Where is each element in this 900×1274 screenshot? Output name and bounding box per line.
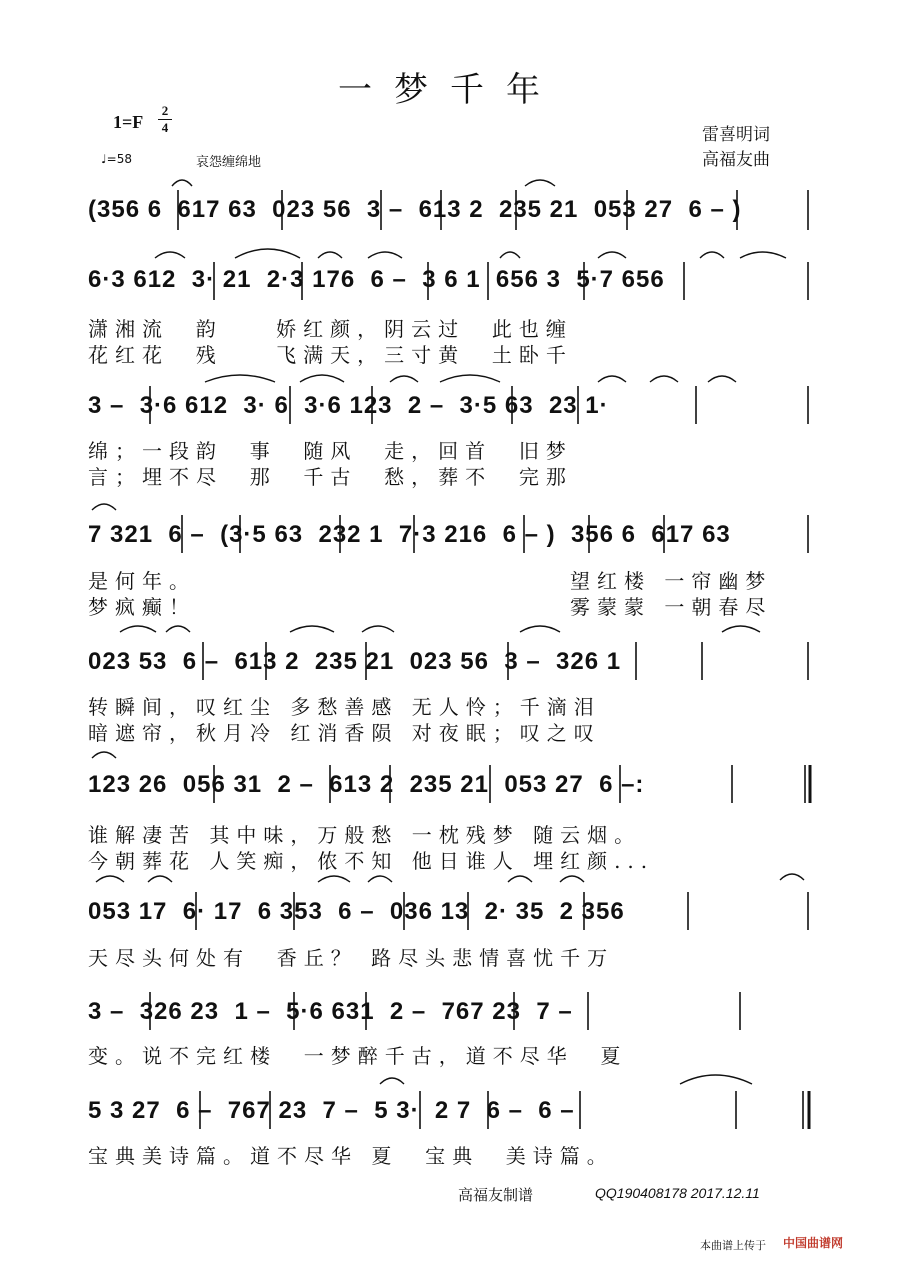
time-signature [158, 104, 172, 135]
lyric-line-5-verse-2: 暗遮帘，秋月冷 红消香陨 对夜眠；叹之叹 [88, 721, 601, 745]
lyric-line-6-verse-2: 今朝葬花 人笑痴，侬不知 他日谁人 埋红颜... [88, 849, 655, 873]
notation-line-4: 7 321 6 – (3·5 63 232 1 7·3 216 6 – ) 356 6 617 63 [88, 521, 731, 548]
notation-line-5: 023 53 6 – 613 2 235 21 023 56 3 – 326 1 [88, 648, 622, 675]
notation-line-1: (356 6 617 63 023 56 3 – 613 2 235 21 053 27 6 – ) [88, 196, 742, 223]
notation-line-3: 3 – 3·6 612 3· 6 3·6 123 2 – 3·5 63 23 1· [88, 392, 609, 419]
page-title: 一梦千年 [338, 70, 562, 110]
expression-marking: 哀怨缠绵地 [196, 155, 262, 170]
lyric-line-7: 天尽头何处有 香丘？ 路尽头悲情喜忧千万 [88, 946, 615, 970]
notation-line-8: 3 – 326 23 1 – 5·6 631 2 – 767 23 7 – [88, 998, 573, 1025]
lyric-line-4-verse-2: 梦疯癫！ 雾蒙蒙 一朝春尽 [88, 595, 773, 619]
lyric-line-2-verse-1: 潇湘流 韵 娇红颜，阴云过 此也缠 [88, 317, 573, 341]
site-logo[interactable]: 中国曲谱网 [783, 1236, 844, 1250]
notation-line-6: 123 26 056 31 2 – 613 2 235 21 053 27 6 –: [88, 771, 645, 798]
credits [702, 123, 770, 173]
tempo-marking: ♩=58 [101, 152, 132, 166]
lyric-line-6-verse-1: 谁解凄苦 其中味，万般愁 一枕残梦 随云烟。 [88, 823, 642, 847]
composer: 高福友曲 [702, 150, 770, 170]
notation-line-7: 053 17 6· 17 6 353 6 – 036 13 2· 35 2 356 [88, 898, 625, 925]
lyric-line-4-verse-1: 是何年。 望红楼 一帘幽梦 [88, 569, 773, 593]
lyric-line-8: 变。说不完红楼 一梦醉千古，道不尽华 夏 [88, 1044, 628, 1068]
time-signature-bottom: 4 [161, 120, 169, 135]
lyric-line-2-verse-2: 花红花 残 飞满天，三寸黄 土卧千 [88, 343, 573, 367]
key-signature: 1=F [113, 112, 144, 132]
lyricist: 雷喜明词 [702, 125, 770, 145]
lyric-line-9: 宝典美诗篇。道不尽华 夏 宝典 美诗篇。 [88, 1144, 614, 1168]
time-signature-top: 2 [161, 103, 169, 118]
upload-note: 本曲谱上传于 [700, 1239, 766, 1252]
lyric-line-3-verse-1: 绵；一段韵 事 随风 走，回首 旧梦 [88, 439, 573, 463]
qq-date: QQ190408178 2017.12.11 [595, 1185, 760, 1201]
arranger-credit: 高福友制谱 [458, 1186, 534, 1204]
notation-line-2: 6·3 612 3· 21 2·3 176 6 – 3 6 1 656 3 5·7 656 [88, 266, 665, 293]
lyric-line-5-verse-1: 转瞬间，叹红尘 多愁善感 无人怜；千滴泪 [88, 695, 601, 719]
lyric-line-3-verse-2: 言；埋不尽 那 千古 愁，葬不 完那 [88, 465, 573, 489]
notation-line-9: 5 3 27 6 – 767 23 7 – 5 3· 2 7 6 – 6 – [88, 1097, 575, 1124]
